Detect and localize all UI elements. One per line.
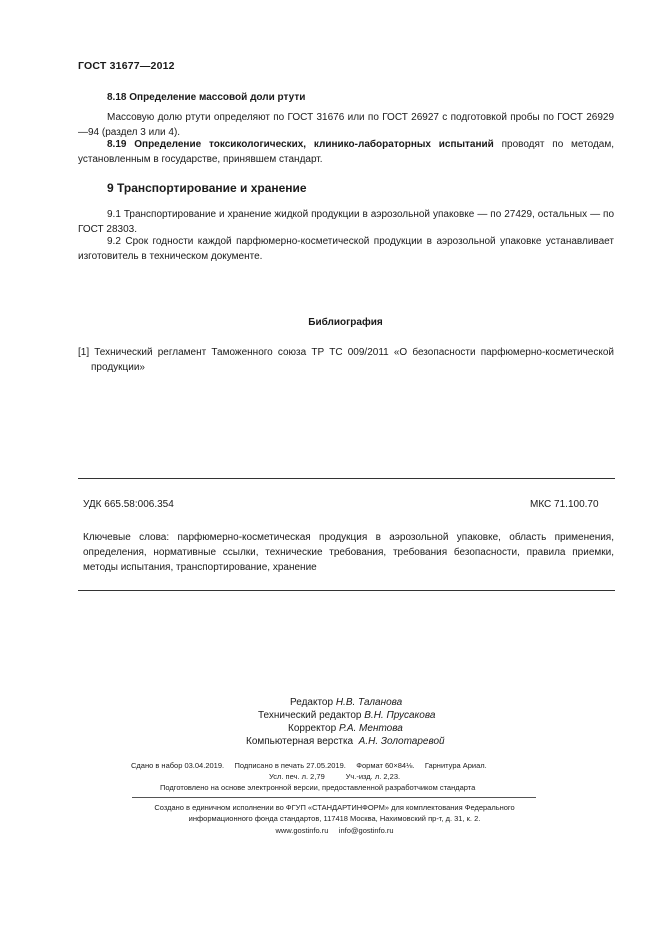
imprint-role: Корректор [288, 723, 337, 734]
clause-title: Определение массовой доли ртути [129, 92, 306, 103]
clause-number: 8.18 [107, 92, 127, 103]
footer-line-1: Создано в единичном исполнении во ФГУП «СТАНДАРТИНФОРМ» для комплектования Федерального [154, 803, 515, 812]
bibliography-item-text: [1] Технический регламент Таможенного союза ТР ТС 009/2011 «О безопасности парфюмерно-косметической продукции» [78, 347, 614, 373]
footer-line-2: информационного фонда стандартов, 117418 Москва, Нахимовский пр-т, д. 31, к. 2. [188, 814, 481, 823]
imprint-role: Редактор [290, 697, 334, 708]
divider-footer [132, 797, 536, 798]
section-9-title: 9 Транспортирование и хранение [107, 181, 307, 195]
keywords-label: Ключевые слова: [83, 532, 170, 543]
imprint-layout [246, 735, 445, 749]
footer-line-3: www.gostinfo.ru info@gostinfo.ru [275, 826, 394, 835]
imprint-role: Компьютерная верстка [246, 736, 354, 747]
imprint-tech-editor [258, 709, 435, 723]
keywords [83, 530, 614, 575]
imprint-name: Н.В. Таланова [335, 697, 403, 708]
clause-8-18-text: Массовую долю ртути определяют по ГОСТ 31676 или по ГОСТ 26927 с подготовкой пробы по ГОСТ 26929—94 (раздел 3 или 4). [78, 112, 614, 138]
clause-8-19 [78, 137, 614, 167]
imprint-corrector [288, 722, 403, 736]
imprint-editor [290, 696, 402, 710]
clause-number: 8.19 [107, 139, 127, 150]
clause-9-2: 9.2 Срок годности каждой парфюмерно-косметической продукции в аэрозольной упаковке устанавливает изготовитель в техническом документе. [78, 236, 614, 262]
clause-9-1: 9.1 Транспортирование и хранение жидкой продукции в аэрозольной упаковке — по 27429, остальных — по ГОСТ 28303. [78, 209, 614, 235]
imprint-role: Технический редактор [258, 710, 362, 721]
clause-title: Определение токсикологических, клинико-лабораторных испытаний [134, 139, 494, 150]
imprint-name: А.Н. Золотаревой [358, 736, 445, 747]
publishing-volume: Усл. печ. л. 2,79 Уч.-изд. л. 2,23. [269, 772, 401, 781]
keywords-text: парфюмерно-косметическая продукция в аэрозольной упаковке, область применения, определения, нормативные ссылки, технические требования, требования безопасности, правила приемки, методы испытания, транспортирование, хранение [83, 532, 614, 573]
bibliography-item-1 [78, 345, 614, 375]
imprint-name: Р.А. Ментова [338, 723, 403, 734]
publishing-source: Подготовлено на основе электронной версии, предоставленной разработчиком стандарта [160, 783, 476, 792]
bibliography-title: Библиография [308, 317, 383, 328]
mks-code: МКС 71.100.70 [530, 499, 599, 510]
udk-code: УДК 665.58:006.354 [83, 499, 174, 510]
divider-bottom [78, 590, 615, 591]
page-header-standard: ГОСТ 31677—2012 [78, 60, 175, 72]
imprint-name: В.Н. Прусакова [364, 710, 436, 721]
clause-8-18-heading [78, 90, 614, 105]
divider-top [78, 478, 615, 479]
clause-text: проводят по методам, установленным в государстве, принявшем стандарт. [78, 139, 615, 165]
publishing-dates: Сдано в набор 03.04.2019. Подписано в печать 27.05.2019. Формат 60×84⅛. Гарнитура Ариал. [131, 761, 487, 770]
